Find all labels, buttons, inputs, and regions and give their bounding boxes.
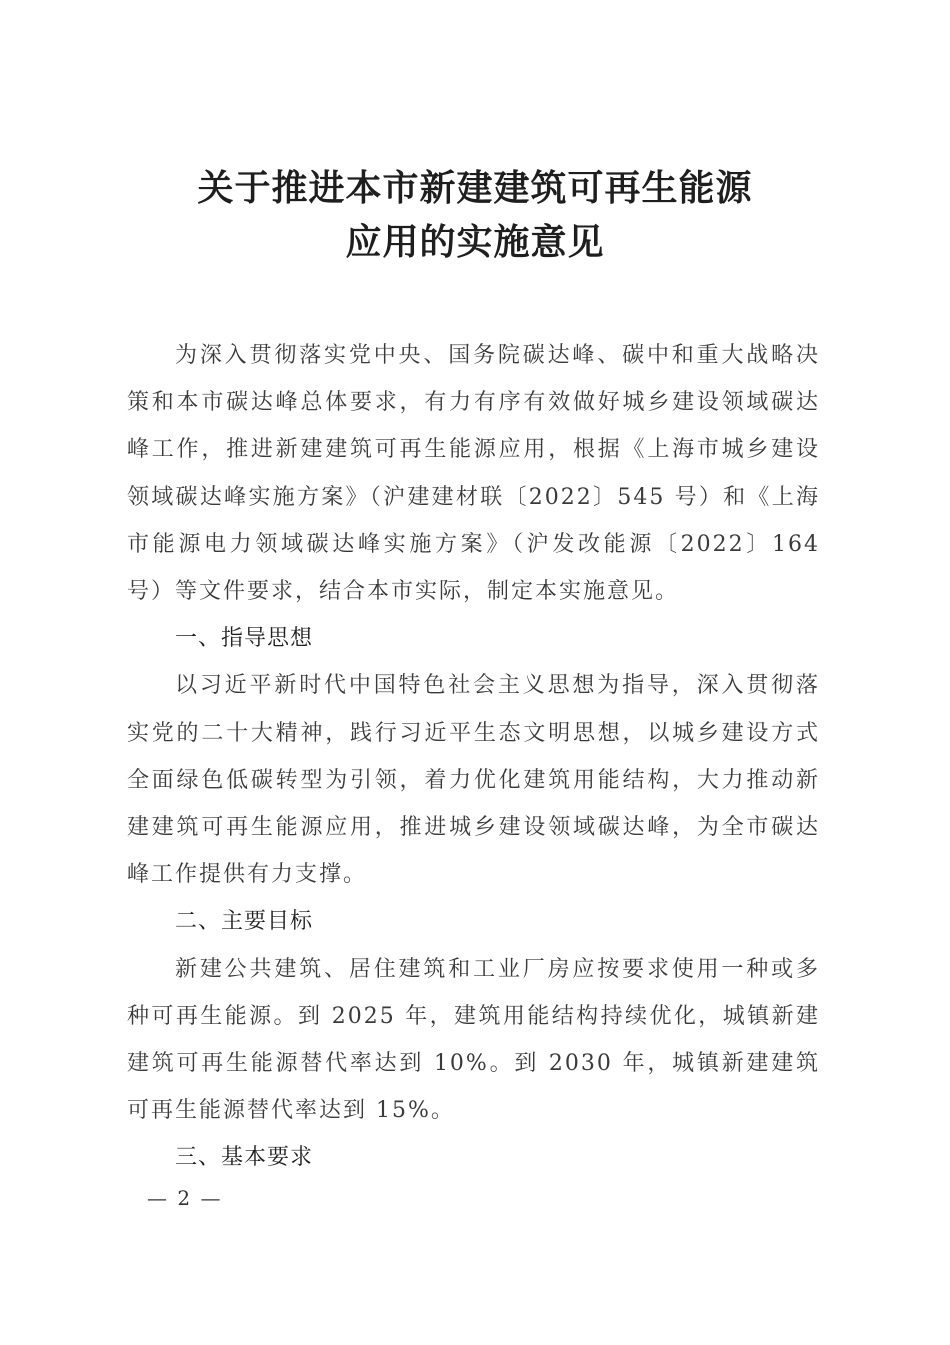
section-heading-basic-requirements: 三、基本要求 <box>175 1145 314 1171</box>
document-body <box>127 332 820 1182</box>
section-heading-guiding-ideology: 一、指导思想 <box>175 626 314 652</box>
section-paragraph-main-goals: 新建公共建筑、居住建筑和工业厂房应按要求使用一种或多种可再生能源。到 2025 年，建筑用能结构持续优化，城镇新建建筑可再生能源替代率达到 10%。到 2030 年，城镇新建建筑可再生能源替代率达到 15%。 <box>127 956 820 1124</box>
document-title-line-2: 应用的实施意见 <box>345 221 605 263</box>
page-number: — 2 — <box>147 1186 223 1210</box>
section-paragraph-guiding-ideology: 以习近平新时代中国特色社会主义思想为指导，深入贯彻落实党的二十大精神，践行习近平生态文明思想，以城乡建设方式全面绿色低碳转型为引领，着力优化建筑用能结构，大力推动新建建筑可再生能源应用，推进城乡建设领域碳达峰，为全市碳达峰工作提供有力支撑。 <box>127 673 820 888</box>
section-heading-main-goals: 二、主要目标 <box>175 909 314 935</box>
document-title-line-1: 关于推进本市新建建筑可再生能源 <box>197 167 753 209</box>
intro-paragraph: 为深入贯彻落实党中央、国务院碳达峰、碳中和重大战略决策和本市碳达峰总体要求，有力有序有效做好城乡建设领域碳达峰工作，推进新建建筑可再生能源应用，根据《上海市城乡建设领域碳达峰实施方案》（沪建建材联〔2022〕545 号）和《上海市能源电力领域碳达峰实施方案》（沪发改能源〔2022〕164 号）等文件要求，结合本市实际，制定本实施意见。 <box>127 343 820 605</box>
